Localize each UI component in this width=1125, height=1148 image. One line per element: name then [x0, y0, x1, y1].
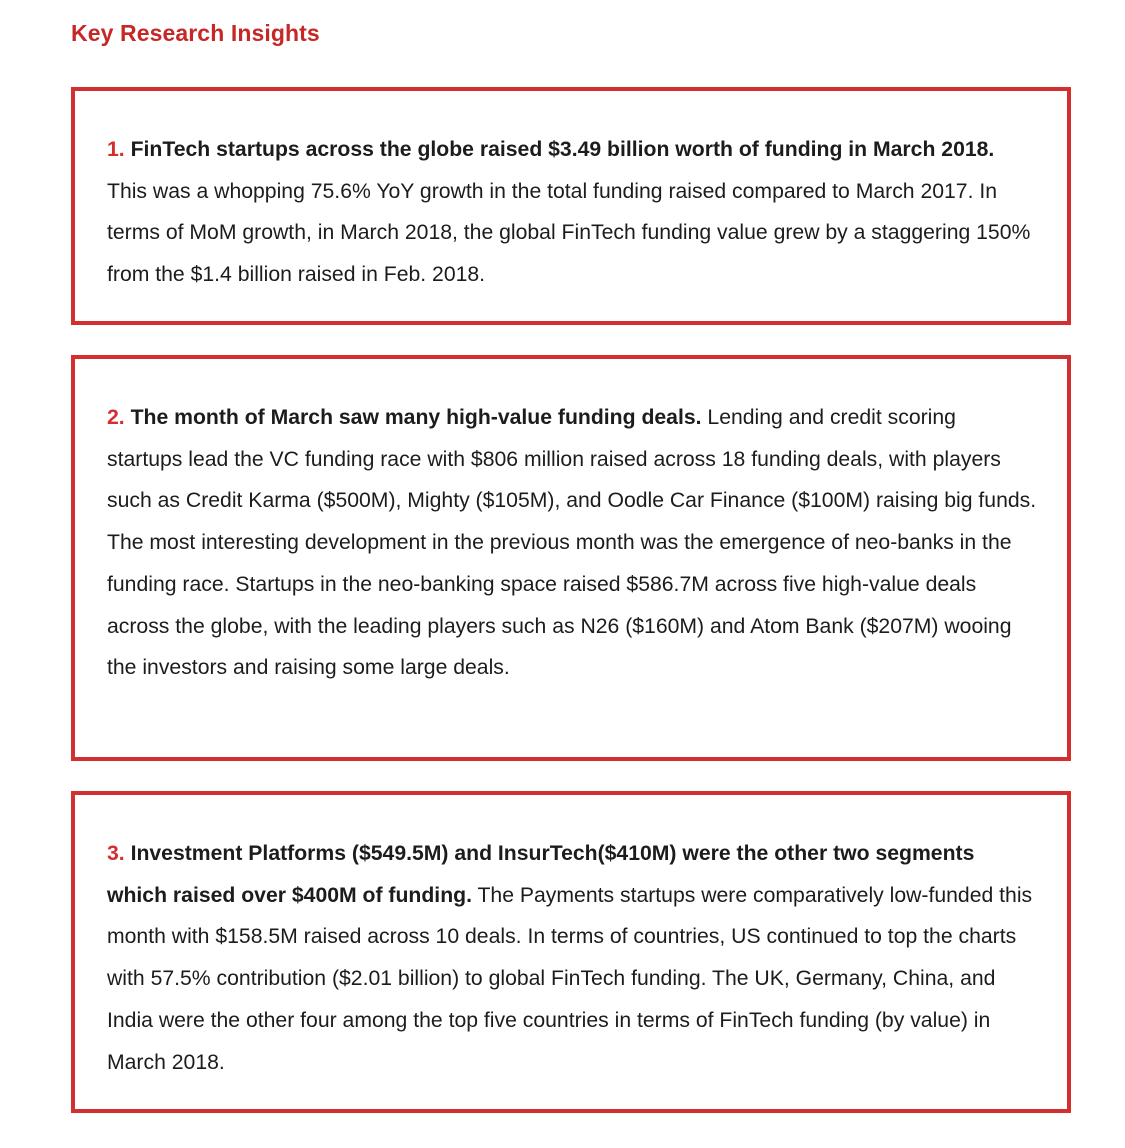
- insight-headline: The month of March saw many high-value funding deals.: [130, 406, 702, 429]
- insight-body: This was a whopping 75.6% YoY growth in the total funding raised compared to March 2017. In terms of MoM growth, in March 2018, the global FinTech funding value grew by a staggering 150% from the $1.4 billion raised in Feb. 2018.: [107, 179, 1031, 287]
- insight-card-2: [71, 355, 1071, 761]
- insight-headline: Investment Platforms ($549.5M) and InsurTech($410M) were the other two segments which raised over $400M of funding.: [107, 842, 975, 907]
- insight-body: The Payments startups were comparatively low-funded this month with $158.5M raised across 10 deals. In terms of countries, US continued to top the charts with 57.5% contribution ($2.01 billion) to global FinTech funding. The UK, Germany, China, and India were the other four among the top five countries in terms of FinTech funding (by value) in March 2018.: [107, 883, 1033, 1074]
- insight-number: 3.: [107, 842, 125, 865]
- insight-number: 1.: [107, 138, 125, 161]
- insight-card-1: [71, 87, 1071, 325]
- insight-text: [107, 397, 1037, 689]
- insight-number: 2.: [107, 406, 125, 429]
- insight-text: [107, 129, 1037, 296]
- insight-text: [107, 833, 1037, 1083]
- insight-body: Lending and credit scoring startups lead the VC funding race with $806 million raised across 18 funding deals, with players such as Credit Karma ($500M), Mighty ($105M), and Oodle Car Finance ($100M) raising big funds. The most interesting development in the previous month was the emergence of neo-banks in the funding race. Startups in the neo-banking space raised $586.7M across five high-value deals across the globe, with the leading players such as N26 ($160M) and Atom Bank ($207M) wooing the investors and raising some large deals.: [107, 406, 1037, 680]
- section-heading: Key Research Insights: [71, 20, 320, 46]
- insight-card-3: [71, 791, 1071, 1113]
- insight-headline: FinTech startups across the globe raised $3.49 billion worth of funding in March 2018.: [130, 138, 995, 161]
